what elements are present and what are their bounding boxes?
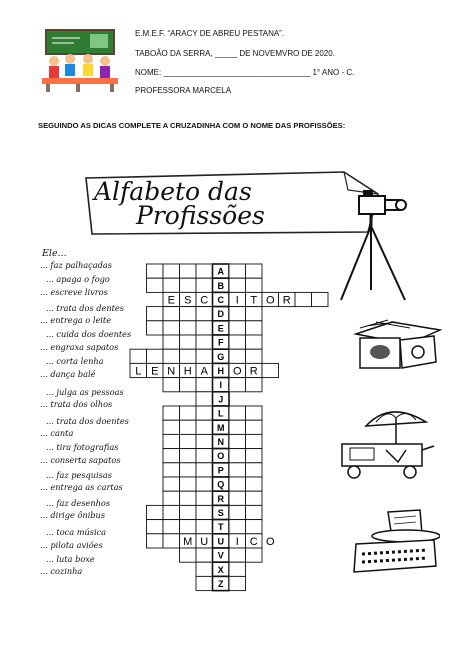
- answer-cell[interactable]: [246, 321, 263, 335]
- answer-letter-escritor: S: [184, 294, 192, 307]
- answer-letter-musico: U: [200, 535, 209, 548]
- answer-cell[interactable]: [246, 491, 263, 505]
- clue-text: ... cozinha: [40, 566, 83, 576]
- answer-cell[interactable]: [229, 378, 246, 392]
- key-letter: T: [218, 522, 224, 533]
- clue-text: ... faz palhaçadas: [40, 260, 112, 270]
- answer-cell[interactable]: [180, 505, 197, 519]
- clue-text: ... canta: [40, 428, 74, 438]
- answer-cell[interactable]: [163, 449, 180, 463]
- answer-cell[interactable]: [180, 449, 197, 463]
- clue-text: ... trata dos doentes: [46, 416, 129, 426]
- answer-cell[interactable]: [163, 420, 180, 434]
- answer-cell[interactable]: [246, 420, 263, 434]
- answer-cell[interactable]: [196, 548, 213, 562]
- answer-cell[interactable]: [147, 349, 164, 363]
- answer-letter-escritor: C: [200, 294, 209, 307]
- answer-cell[interactable]: [196, 491, 213, 505]
- answer-cell[interactable]: [246, 278, 263, 292]
- answer-cell[interactable]: [246, 505, 263, 519]
- clue-text: ... entrega as cartas: [40, 482, 123, 492]
- key-letter: G: [217, 351, 225, 362]
- answer-cell[interactable]: [163, 477, 180, 491]
- answer-cell[interactable]: [246, 378, 263, 392]
- answer-cell[interactable]: [180, 420, 197, 434]
- answer-cell[interactable]: [229, 335, 246, 349]
- answer-cell[interactable]: [246, 264, 263, 278]
- answer-cell[interactable]: [147, 321, 164, 335]
- answer-cell[interactable]: [163, 378, 180, 392]
- answer-letter-musico: I: [235, 535, 239, 548]
- answer-cell[interactable]: [229, 420, 246, 434]
- answer-cell[interactable]: [246, 463, 263, 477]
- answer-letter-escritor: T: [250, 294, 258, 307]
- clue-text: ... conserta sapatos: [40, 455, 121, 465]
- key-letter: S: [217, 508, 224, 518]
- answer-cell[interactable]: [163, 335, 180, 349]
- answer-letter-musico: O: [265, 535, 275, 548]
- answer-cell[interactable]: [196, 520, 213, 534]
- answer-cell[interactable]: [163, 307, 180, 321]
- answer-cell[interactable]: [147, 264, 164, 278]
- answer-cell[interactable]: [246, 349, 263, 363]
- answer-cell[interactable]: [180, 349, 197, 363]
- key-letter: I: [219, 380, 223, 391]
- answer-cell[interactable]: [147, 505, 164, 519]
- answer-cell[interactable]: [147, 307, 164, 321]
- clue-text: ... entrega o leite: [40, 315, 112, 325]
- school-name: E.M.E.F. “ARACY DE ABREU PESTANA”.: [135, 29, 285, 38]
- answer-letter-lenhador: E: [151, 365, 159, 378]
- answer-letter-escritor: E: [167, 294, 175, 307]
- clues-heading: Ele...: [42, 248, 67, 259]
- answer-cell[interactable]: [312, 292, 329, 306]
- clue-text: ... faz desenhos: [46, 498, 111, 508]
- answer-cell[interactable]: [147, 534, 164, 548]
- answer-cell[interactable]: [163, 406, 180, 420]
- answer-cell[interactable]: [196, 449, 213, 463]
- answer-cell[interactable]: [246, 548, 263, 562]
- answer-cell[interactable]: [180, 278, 197, 292]
- answer-letter-lenhador: L: [135, 365, 142, 378]
- answer-cell[interactable]: [229, 434, 246, 448]
- answer-cell[interactable]: [163, 534, 180, 548]
- answer-letter-lenhador: R: [249, 365, 258, 378]
- answer-cell[interactable]: [163, 278, 180, 292]
- student-name-line: NOME: _________________________________ 1° ANO - C.: [135, 68, 355, 77]
- answer-letter-lenhador: H: [183, 365, 192, 378]
- answer-cell[interactable]: [163, 434, 180, 448]
- clue-text: ... trata dos olhos: [40, 399, 113, 409]
- key-letter: N: [217, 437, 224, 447]
- clue-text: ... cuida dos doentes: [46, 329, 132, 339]
- key-letter: A: [217, 266, 224, 277]
- answer-cell[interactable]: [196, 434, 213, 448]
- answer-cell[interactable]: [246, 406, 263, 420]
- answer-cell[interactable]: [262, 363, 279, 377]
- clue-text: ... tira fotografias: [46, 442, 119, 452]
- answer-cell[interactable]: [246, 434, 263, 448]
- answer-cell[interactable]: [196, 505, 213, 519]
- clue-text: ... dança balé: [40, 369, 96, 379]
- clue-text: ... luta boxe: [46, 554, 95, 564]
- clue-text: ... pilota aviões: [40, 540, 103, 550]
- key-letter: V: [217, 550, 224, 561]
- answer-cell[interactable]: [229, 463, 246, 477]
- answer-cell[interactable]: [196, 562, 213, 576]
- answer-cell[interactable]: [229, 477, 246, 491]
- answer-cell[interactable]: [229, 307, 246, 321]
- key-letter: E: [217, 323, 224, 334]
- answer-cell[interactable]: [180, 434, 197, 448]
- answer-cell[interactable]: [229, 491, 246, 505]
- answer-cell[interactable]: [246, 307, 263, 321]
- answer-cell[interactable]: [147, 520, 164, 534]
- answer-cell[interactable]: [180, 335, 197, 349]
- key-letter: C: [217, 295, 224, 305]
- answer-cell[interactable]: [163, 520, 180, 534]
- answer-letter-lenhador: O: [232, 365, 242, 378]
- answer-cell[interactable]: [196, 477, 213, 491]
- answer-cell[interactable]: [196, 335, 213, 349]
- key-letter: Q: [217, 479, 225, 490]
- key-letter: B: [217, 280, 224, 291]
- key-letter: R: [217, 493, 224, 504]
- clue-text: ... faz pesquisas: [46, 470, 112, 480]
- key-letter: O: [217, 451, 225, 462]
- answer-cell[interactable]: [163, 349, 180, 363]
- answer-cell[interactable]: [180, 548, 197, 562]
- answer-cell[interactable]: [180, 307, 197, 321]
- answer-cell[interactable]: [246, 477, 263, 491]
- answer-cell[interactable]: [229, 576, 246, 590]
- answer-cell[interactable]: [196, 463, 213, 477]
- answer-cell[interactable]: [163, 491, 180, 505]
- answer-letter-escritor: R: [282, 294, 291, 307]
- answer-letter-escritor: O: [265, 294, 275, 307]
- answer-cell[interactable]: [196, 420, 213, 434]
- key-letter: Z: [218, 579, 224, 589]
- clue-text: ... toca música: [46, 527, 107, 537]
- answer-cell[interactable]: [196, 321, 213, 335]
- banner-title-line-1: Alfabeto das: [94, 177, 252, 206]
- answer-cell[interactable]: [163, 463, 180, 477]
- answer-cell[interactable]: [196, 576, 213, 590]
- key-letter: U: [217, 536, 224, 547]
- key-letter: F: [218, 337, 224, 348]
- answer-cell[interactable]: [229, 449, 246, 463]
- answer-cell[interactable]: [163, 264, 180, 278]
- answer-cell[interactable]: [130, 349, 147, 363]
- instruction-text: SEGUINDO AS DICAS COMPLETE A CRUZADINHA COM O NOME DAS PROFISSÕES:: [38, 121, 346, 130]
- clue-text: ... trata dos dentes: [46, 303, 124, 313]
- answer-cell[interactable]: [180, 477, 197, 491]
- answer-letter-musico: M: [183, 535, 193, 548]
- answer-letter-escritor: I: [235, 294, 239, 307]
- answer-cell[interactable]: [229, 278, 246, 292]
- clue-text: ... dirige ônibus: [40, 510, 106, 520]
- answer-cell[interactable]: [196, 307, 213, 321]
- answer-cell[interactable]: [196, 392, 213, 406]
- clue-text: ... corta lenha: [46, 356, 104, 366]
- key-letter: X: [217, 564, 224, 575]
- answer-cell[interactable]: [246, 335, 263, 349]
- clue-text: ... engraxa sapatos: [40, 342, 119, 352]
- answer-cell[interactable]: [163, 321, 180, 335]
- answer-cell[interactable]: [196, 264, 213, 278]
- answer-cell[interactable]: [229, 406, 246, 420]
- clue-text: ... apaga o fogo: [46, 274, 110, 284]
- answer-cell[interactable]: [180, 378, 197, 392]
- answer-cell[interactable]: [229, 505, 246, 519]
- answer-cell[interactable]: [196, 278, 213, 292]
- answer-letter-lenhador: A: [200, 365, 208, 378]
- answer-cell[interactable]: [196, 349, 213, 363]
- answer-cell[interactable]: [246, 449, 263, 463]
- key-letter: D: [217, 309, 224, 320]
- answer-cell[interactable]: [229, 548, 246, 562]
- answer-cell[interactable]: [180, 463, 197, 477]
- answer-cell[interactable]: [229, 562, 246, 576]
- answer-cell[interactable]: [196, 378, 213, 392]
- answer-cell[interactable]: [180, 406, 197, 420]
- clue-text: ... julga as pessoas: [46, 387, 124, 397]
- answer-cell[interactable]: [180, 520, 197, 534]
- answer-cell[interactable]: [180, 264, 197, 278]
- clue-text: ... escreve livros: [40, 287, 108, 297]
- key-letter: P: [217, 465, 224, 476]
- answer-cell[interactable]: [147, 278, 164, 292]
- answer-cell[interactable]: [229, 520, 246, 534]
- answer-cell[interactable]: [229, 264, 246, 278]
- answer-letter-lenhador: N: [167, 365, 176, 378]
- answer-cell[interactable]: [229, 349, 246, 363]
- answer-cell[interactable]: [180, 491, 197, 505]
- answer-letter-musico: C: [249, 535, 258, 548]
- key-letter: M: [217, 422, 225, 433]
- answer-cell[interactable]: [180, 321, 197, 335]
- date-line: TABOÃO DA SERRA, _____ DE NOVEMVRO DE 2020.: [135, 49, 335, 58]
- key-letter: L: [218, 408, 224, 419]
- key-letter: J: [218, 394, 224, 405]
- teacher-name: PROFESSORA MARCELA: [135, 86, 232, 95]
- answer-cell[interactable]: [229, 321, 246, 335]
- answer-cell[interactable]: [295, 292, 312, 306]
- answer-cell[interactable]: [196, 406, 213, 420]
- answer-cell[interactable]: [163, 505, 180, 519]
- key-letter: H: [217, 366, 224, 376]
- answer-cell[interactable]: [246, 520, 263, 534]
- banner-title-line-2: Profissões: [136, 201, 265, 230]
